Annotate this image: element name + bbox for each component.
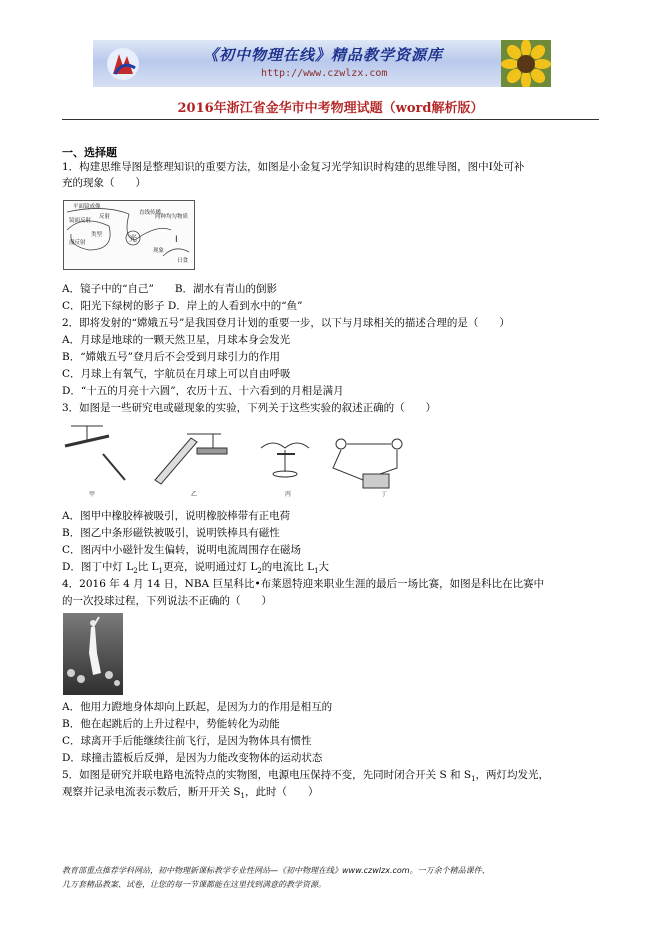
subscript: 1: [240, 792, 245, 801]
subscript: 1: [314, 567, 319, 576]
q3-option-b: B．图乙中条形磁铁被吸引，说明铁棒具有磁性: [62, 527, 280, 539]
q5-text: 5．如图是研究并联电路电流特点的实物图，电源电压保持不变，先同时闭合开关 S 和 S: [62, 769, 472, 781]
q3-option-d-text: 比 L: [137, 561, 159, 573]
q1-fig-label: 反射: [99, 214, 111, 220]
q2-stem: 2．即将发射的“嫦娥五号”是我国登月计划的重要一步，以下与月球相关的描述合理的是（ ）: [62, 317, 510, 329]
section-heading: 一、选择题: [62, 146, 117, 159]
q1-fig-label: 同种均匀物质: [155, 214, 189, 220]
q5-text: ，两灯均发光，: [475, 769, 550, 781]
q3-option-d-text: 更亮，说明通过灯 L: [162, 561, 258, 573]
q1-fig-label: 漫反射: [69, 240, 86, 246]
q1-fig-label: 平面镜成像: [73, 204, 101, 210]
q1-fig-label: 直线传播: [139, 210, 162, 216]
q5-text: ，此时（ ）: [245, 786, 319, 798]
q5-text: 观察并记录电流表示数后，断开开关 S: [62, 786, 241, 798]
q5-stem-line1: [62, 768, 549, 786]
q3-fig-label: 乙: [191, 491, 198, 498]
q4-stem-line1: 4．2016 年 4 月 14 日，NBA 巨星科比•布莱恩特迎来职业生涯的最后一场比赛，如图是科比在比赛中: [62, 578, 545, 590]
q3-stem: 3．如图是一些研究电或磁现象的实验，下列关于这些实验的叙述正确的（ ）: [62, 402, 437, 414]
q2-option-d: D．“十五的月亮十六圆”，农历十五、十六看到的月相是满月: [62, 385, 344, 397]
q1-option-ab: A．镜子中的“自己” B．湖水有青山的倒影: [62, 283, 278, 295]
q2-option-a: A．月球是地球的一颗天然卫星，月球本身会发光: [62, 334, 291, 346]
q5-stem-line2: [62, 785, 319, 803]
q1-fig-label: 现象: [153, 248, 165, 254]
page-footer: [62, 864, 602, 892]
sunflower-image: [501, 40, 551, 87]
title-divider: [62, 119, 599, 120]
q3-option-d: [62, 560, 329, 578]
q4-basketball-photo: [63, 613, 123, 695]
header-banner: [93, 40, 551, 87]
q1-fig-label: 类型: [91, 232, 103, 238]
q3-experiments-figure: [63, 420, 419, 500]
q4-option-d: D．球撞击篮板后反弹，是因为力能改变物体的运动状态: [62, 752, 323, 764]
q1-fig-label: Ⅰ: [175, 235, 178, 245]
q1-fig-label: 日食: [177, 258, 189, 264]
subscript: 1: [471, 775, 476, 784]
q2-option-c: C．月球上有氧气，宇航员在月球上可以自由呼吸: [62, 368, 291, 380]
q3-fig-label: 甲: [89, 491, 96, 498]
footer-line1: 教育部重点推荐学科网站，初中物理新课标教学专业性网站—《初中物理在线》www.czwlzx.com。一万余个精品课件、: [62, 866, 490, 875]
q3-option-d-text: 大: [318, 561, 330, 573]
q1-option-cd: C．阳光下绿树的影子 D．岸上的人看到水中的“鱼”: [62, 300, 303, 312]
q4-option-a: A．他用力蹬地身体却向上跃起，是因为力的作用是相互的: [62, 701, 333, 713]
q3-option-a: A．图甲中橡胶棒被吸引，说明橡胶棒带有正电荷: [62, 510, 291, 522]
footer-line2: 几万套精品教案、试卷，让您的每一节课都能在这里找到满意的教学资源。: [62, 880, 326, 889]
banner-title: 《初中物理在线》精品教学资源库: [203, 46, 444, 64]
q1-fig-label: 镜面反射: [69, 218, 92, 224]
q3-fig-label: 丁: [381, 491, 388, 498]
q4-option-c: C．球离开手后能继续往前飞行，是因为物体具有惯性: [62, 735, 312, 747]
subscript: 2: [133, 567, 138, 576]
q3-option-d-text: D．图丁中灯 L: [62, 561, 134, 573]
q1-mind-map-figure: [63, 200, 195, 270]
q1-fig-label: 光: [129, 234, 137, 243]
q3-option-c: C．图丙中小磁针发生偏转，说明电流周围存在磁场: [62, 544, 302, 556]
banner-url[interactable]: http://www.czwlzx.com: [261, 68, 388, 79]
q1-stem-line2: 充的现象（ ）: [62, 177, 146, 189]
q1-stem-line1: 1．构建思维导图是整理知识的重要方法，如图是小金复习光学知识时构建的思维导图，图中Ⅰ处可补: [62, 161, 525, 173]
q3-fig-label: 丙: [285, 491, 292, 498]
q4-stem-line2: 的一次投球过程，下列说法不正确的（ ）: [62, 595, 272, 607]
subscript: 2: [257, 567, 262, 576]
q3-option-d-text: 的电流比 L: [261, 561, 315, 573]
q2-option-b: B．“嫦娥五号”登月后不会受到月球引力的作用: [62, 351, 280, 363]
site-logo-icon: [105, 46, 141, 82]
document-title: 2016年浙江省金华市中考物理试题（word解析版）: [177, 101, 484, 116]
q4-option-b: B．他在起跳后的上升过程中，势能转化为动能: [62, 718, 280, 730]
subscript: 1: [158, 567, 163, 576]
